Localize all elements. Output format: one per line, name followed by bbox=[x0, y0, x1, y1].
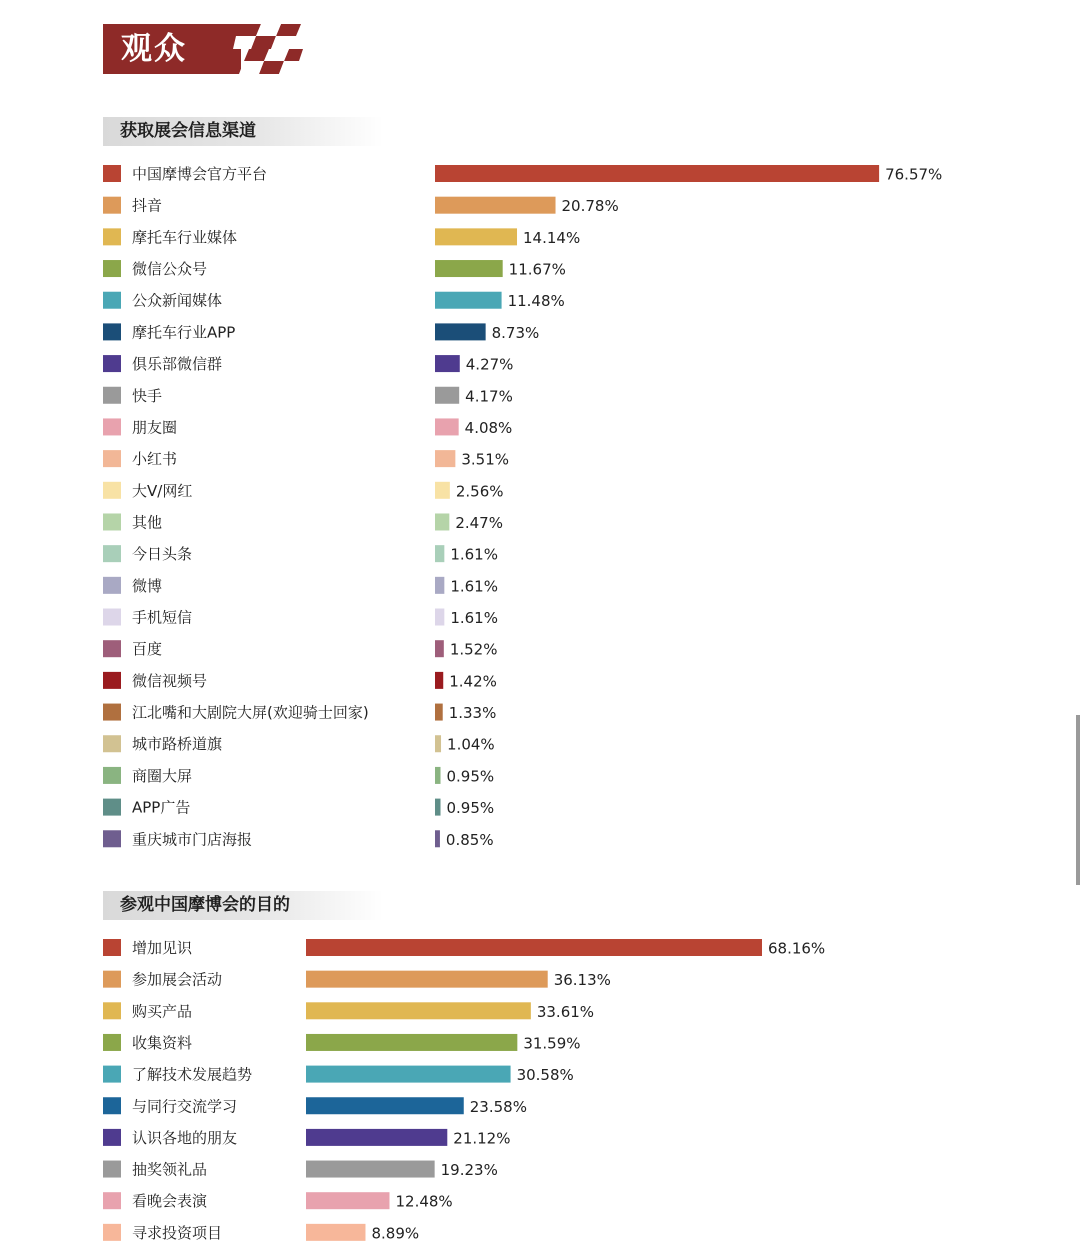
value-label: 1.04% bbox=[447, 735, 495, 754]
bar bbox=[306, 1066, 511, 1083]
chart-purpose bbox=[103, 939, 825, 1242]
category-label: 重庆城市门店海报 bbox=[132, 830, 253, 849]
legend-swatch bbox=[103, 513, 121, 530]
category-label: 微信公众号 bbox=[132, 260, 208, 279]
value-label: 2.47% bbox=[455, 513, 503, 532]
category-label: 公众新闻媒体 bbox=[132, 291, 223, 310]
value-label: 20.78% bbox=[561, 197, 619, 216]
legend-swatch bbox=[103, 387, 121, 404]
value-label: 31.59% bbox=[523, 1034, 581, 1053]
legend-swatch bbox=[103, 1066, 121, 1083]
section-title-purpose: 参观中国摩博会的目的 bbox=[120, 895, 290, 915]
legend-swatch bbox=[103, 1097, 121, 1114]
page-edge-mark bbox=[1076, 715, 1080, 885]
category-label: 收集资料 bbox=[132, 1033, 193, 1052]
category-label: 大V/网红 bbox=[132, 481, 193, 500]
category-label: 看晚会表演 bbox=[132, 1192, 208, 1211]
value-label: 8.89% bbox=[371, 1224, 420, 1243]
bar bbox=[306, 971, 548, 988]
bar bbox=[435, 609, 444, 626]
category-label: 江北嘴和大剧院大屏(欢迎骑士回家) bbox=[132, 703, 369, 722]
legend-swatch bbox=[103, 228, 121, 245]
value-label: 4.27% bbox=[465, 355, 514, 374]
bar bbox=[435, 830, 440, 847]
legend-swatch bbox=[103, 799, 121, 816]
value-label: 36.13% bbox=[553, 971, 611, 990]
category-label: 快手 bbox=[132, 386, 163, 405]
legend-swatch bbox=[103, 323, 121, 340]
bar bbox=[435, 418, 459, 435]
legend-swatch bbox=[103, 1002, 121, 1019]
value-label: 1.33% bbox=[448, 704, 497, 723]
category-label: 其他 bbox=[132, 513, 163, 532]
value-label: 12.48% bbox=[395, 1192, 453, 1211]
legend-swatch bbox=[103, 735, 121, 752]
value-label: 0.95% bbox=[446, 767, 495, 786]
bar bbox=[306, 1192, 389, 1209]
value-label: 14.14% bbox=[523, 228, 581, 247]
legend-swatch bbox=[103, 1034, 121, 1051]
category-label: 微博 bbox=[132, 576, 163, 595]
category-label: 城市路桥道旗 bbox=[132, 735, 223, 754]
bar bbox=[306, 1097, 464, 1114]
chart-channels bbox=[103, 165, 942, 849]
bar bbox=[435, 260, 503, 277]
bar bbox=[306, 1129, 447, 1146]
bar bbox=[435, 545, 444, 562]
category-label: 百度 bbox=[132, 640, 163, 659]
value-label: 1.61% bbox=[450, 577, 498, 596]
category-label: 与同行交流学习 bbox=[132, 1097, 238, 1116]
legend-swatch bbox=[103, 1161, 121, 1178]
category-label: 今日头条 bbox=[132, 545, 193, 564]
bar bbox=[435, 640, 444, 657]
bar bbox=[435, 228, 517, 245]
category-label: 朋友圈 bbox=[132, 418, 178, 437]
value-label: 76.57% bbox=[885, 165, 943, 184]
legend-swatch bbox=[103, 577, 121, 594]
value-label: 68.16% bbox=[767, 939, 826, 958]
bar bbox=[435, 513, 449, 530]
legend-swatch bbox=[103, 640, 121, 657]
legend-swatch bbox=[103, 1129, 121, 1146]
value-label: 1.42% bbox=[449, 672, 497, 691]
category-label: 中国摩博会官方平台 bbox=[132, 165, 268, 183]
legend-swatch bbox=[103, 260, 121, 277]
value-label: 1.52% bbox=[449, 640, 498, 659]
legend-swatch bbox=[103, 418, 121, 435]
bar bbox=[435, 672, 443, 689]
bar bbox=[435, 482, 450, 499]
value-label: 3.51% bbox=[461, 450, 510, 469]
category-label: APP广告 bbox=[132, 798, 191, 817]
page-title: 观众 bbox=[121, 31, 187, 67]
bar bbox=[435, 197, 556, 214]
value-label: 1.61% bbox=[450, 609, 498, 628]
legend-swatch bbox=[103, 545, 121, 562]
bar bbox=[435, 735, 441, 752]
category-label: 手机短信 bbox=[132, 608, 193, 627]
legend-swatch bbox=[103, 830, 121, 847]
category-label: 抖音 bbox=[132, 196, 163, 215]
legend-swatch bbox=[103, 197, 121, 214]
bar bbox=[306, 1002, 531, 1019]
legend-swatch bbox=[103, 609, 121, 626]
category-label: 了解技术发展趋势 bbox=[132, 1065, 253, 1084]
bar bbox=[435, 387, 459, 404]
legend-swatch bbox=[103, 704, 121, 721]
legend-swatch bbox=[103, 1192, 121, 1209]
bar bbox=[435, 165, 879, 182]
section-title-channels: 获取展会信息渠道 bbox=[120, 121, 256, 141]
value-label: 23.58% bbox=[469, 1097, 527, 1116]
bar bbox=[306, 1034, 517, 1051]
value-label: 8.73% bbox=[491, 323, 540, 342]
category-label: 商圈大屏 bbox=[132, 766, 193, 785]
bar bbox=[435, 323, 486, 340]
value-label: 4.08% bbox=[464, 418, 513, 437]
category-label: 小红书 bbox=[132, 450, 178, 469]
category-label: 认识各地的朋友 bbox=[132, 1128, 238, 1147]
legend-swatch bbox=[103, 450, 121, 467]
category-label: 参加展会活动 bbox=[132, 970, 223, 989]
value-label: 0.85% bbox=[445, 830, 494, 849]
legend-swatch bbox=[103, 292, 121, 309]
value-label: 4.17% bbox=[465, 387, 513, 406]
bar bbox=[435, 355, 460, 372]
bar bbox=[435, 577, 444, 594]
legend-swatch bbox=[103, 767, 121, 784]
legend-swatch bbox=[103, 672, 121, 689]
value-label: 19.23% bbox=[440, 1161, 498, 1180]
legend-swatch bbox=[103, 939, 121, 956]
value-label: 21.12% bbox=[453, 1129, 511, 1148]
category-label: 寻求投资项目 bbox=[132, 1223, 223, 1242]
value-label: 33.61% bbox=[536, 1002, 595, 1021]
bar bbox=[435, 767, 441, 784]
legend-swatch bbox=[103, 165, 121, 182]
bar bbox=[306, 939, 762, 956]
value-label: 0.95% bbox=[446, 799, 495, 818]
legend-swatch bbox=[103, 1224, 121, 1241]
bar bbox=[435, 799, 441, 816]
category-label: 摩托车行业媒体 bbox=[132, 228, 238, 247]
legend-swatch bbox=[103, 971, 121, 988]
category-label: 增加见识 bbox=[132, 939, 193, 957]
category-label: 购买产品 bbox=[132, 1002, 193, 1021]
bar bbox=[306, 1224, 365, 1241]
value-label: 11.67% bbox=[508, 260, 566, 279]
legend-swatch bbox=[103, 482, 121, 499]
category-label: 微信视频号 bbox=[132, 671, 208, 690]
value-label: 30.58% bbox=[516, 1066, 574, 1085]
bar bbox=[435, 704, 443, 721]
value-label: 11.48% bbox=[507, 292, 565, 311]
bar bbox=[435, 292, 502, 309]
bar bbox=[306, 1161, 435, 1178]
bar bbox=[435, 450, 455, 467]
legend-swatch bbox=[103, 355, 121, 372]
category-label: 摩托车行业APP bbox=[132, 323, 236, 342]
value-label: 2.56% bbox=[455, 482, 504, 501]
value-label: 1.61% bbox=[450, 545, 498, 564]
category-label: 俱乐部微信群 bbox=[132, 355, 223, 374]
category-label: 抽奖领礼品 bbox=[132, 1160, 208, 1179]
